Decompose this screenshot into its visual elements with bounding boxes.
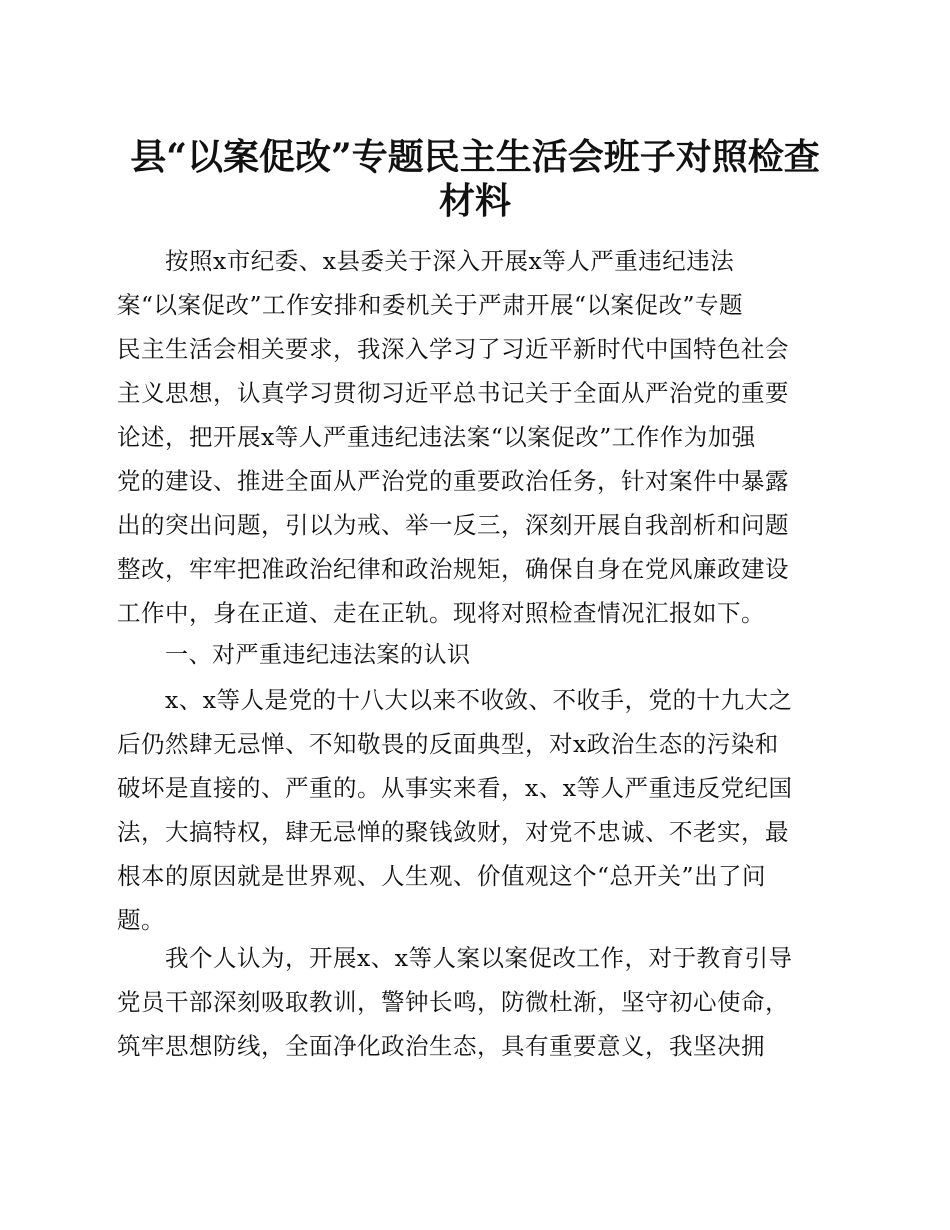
paragraph-line: 后仍然肆无忌惮、不知敬畏的反面典型，对x政治生态的污染和 [117, 730, 779, 758]
paragraph-line: 党员干部深刻吸取教训，警钟长鸣，防微杜渐，坚守初心使命， [117, 988, 789, 1016]
paragraph-line: 论述，把开展x等人严重违纪违法案“以案促改”工作作为加强 [117, 423, 756, 451]
paragraph-line: 主义思想，认真学习贯彻习近平总书记关于全面从严治党的重要 [117, 379, 789, 407]
document-title-line-2: 材料 [438, 180, 511, 222]
paragraph-line: 案“以案促改”工作安排和委机关于严肃开展“以案促改”专题 [117, 291, 744, 319]
paragraph-line: 法，大搞特权，肆无忌惮的聚钱敛财，对党不忠诚、不老实，最 [117, 818, 789, 846]
paragraph-line: 根本的原因就是世界观、人生观、价值观这个“总开关”出了问 [117, 862, 767, 890]
paragraph-line: 题。 [117, 906, 165, 934]
paragraph-line: 整改，牢牢把准政治纪律和政治规矩，确保自身在党风廉政建设 [117, 555, 789, 583]
paragraph-line: 我个人认为，开展x、x等人案以案促改工作，对于教育引导 [165, 944, 793, 972]
section-heading: 一、对严重违纪违法案的认识 [165, 642, 471, 668]
paragraph-line: 出的突出问题，引以为戒、举一反三，深刻开展自我剖析和问题 [117, 511, 789, 539]
paragraph-line: 破坏是直接的、严重的。从事实来看，x、x等人严重违反党纪国 [117, 774, 793, 802]
paragraph-line: 筑牢思想防线，全面净化政治生态，具有重要意义，我坚决拥 [117, 1032, 765, 1060]
paragraph-line: x、x等人是党的十八大以来不收敛、不收手，党的十九大之 [165, 686, 793, 714]
paragraph-line: 党的建设、推进全面从严治党的重要政治任务，针对案件中暴露 [117, 467, 789, 495]
document-title-line-1: 县“以案促改”专题民主生活会班子对照检查 [130, 136, 820, 178]
paragraph-line: 工作中，身在正道、走在正轨。现将对照检查情况汇报如下。 [117, 599, 765, 627]
paragraph-line: 按照x市纪委、x县委关于深入开展x等人严重违纪违法 [165, 247, 735, 275]
paragraph-line: 民主生活会相关要求，我深入学习了习近平新时代中国特色社会 [117, 335, 789, 363]
